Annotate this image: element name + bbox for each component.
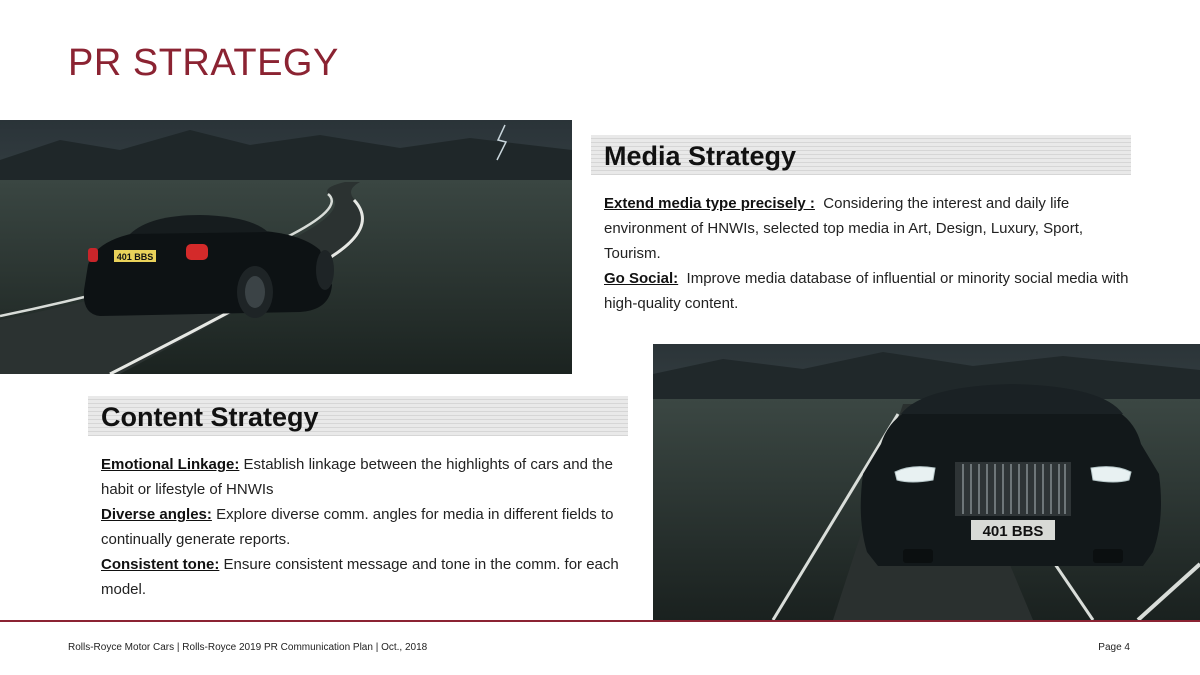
- media-item-label: Extend media type precisely :: [604, 195, 815, 212]
- page-title: PR STRATEGY: [68, 42, 339, 84]
- footer-divider: [0, 620, 1200, 622]
- content-strategy-text: [101, 452, 626, 602]
- media-strategy-heading: Media Strategy: [604, 141, 797, 171]
- content-item-label: Emotional Linkage:: [101, 456, 240, 473]
- content-item: [101, 452, 626, 502]
- media-strategy-header: [591, 135, 1131, 175]
- content-item: [101, 552, 626, 602]
- content-item-text: Explore diverse comm. angles for media in different fields to continually generate reports.: [101, 506, 614, 548]
- content-item-label: Diverse angles:: [101, 506, 212, 523]
- car-rear-photo: [0, 120, 572, 374]
- media-item-text: Considering the interest and daily life environment of HNWIs, selected top media in Art, Design, Luxury, Sport, Tourism.: [604, 195, 1084, 262]
- content-strategy-heading: Content Strategy: [101, 402, 319, 432]
- content-item-text: Establish linkage between the highlights of cars and the habit or lifestyle of HNWIs: [101, 456, 613, 498]
- media-strategy-text: [604, 191, 1129, 316]
- content-item: [101, 502, 626, 552]
- media-item-label: Go Social:: [604, 270, 679, 287]
- car-front-photo: [653, 344, 1200, 620]
- media-item: [604, 191, 1129, 266]
- front-plate-text: 401 BBS: [982, 523, 1044, 540]
- media-item: [604, 266, 1129, 316]
- rear-plate-text: 401 BBS: [116, 252, 154, 262]
- media-item-text: Improve media database of influential or minority social media with high-quality content.: [604, 270, 1129, 312]
- page-number: Page 4: [1098, 642, 1130, 653]
- footer-text: Rolls-Royce Motor Cars | Rolls-Royce 2019 PR Communication Plan | Oct., 2018: [68, 642, 428, 653]
- content-item-text: Ensure consistent message and tone in the comm. for each model.: [101, 556, 619, 598]
- content-item-label: Consistent tone:: [101, 556, 220, 573]
- content-strategy-header: [88, 396, 628, 436]
